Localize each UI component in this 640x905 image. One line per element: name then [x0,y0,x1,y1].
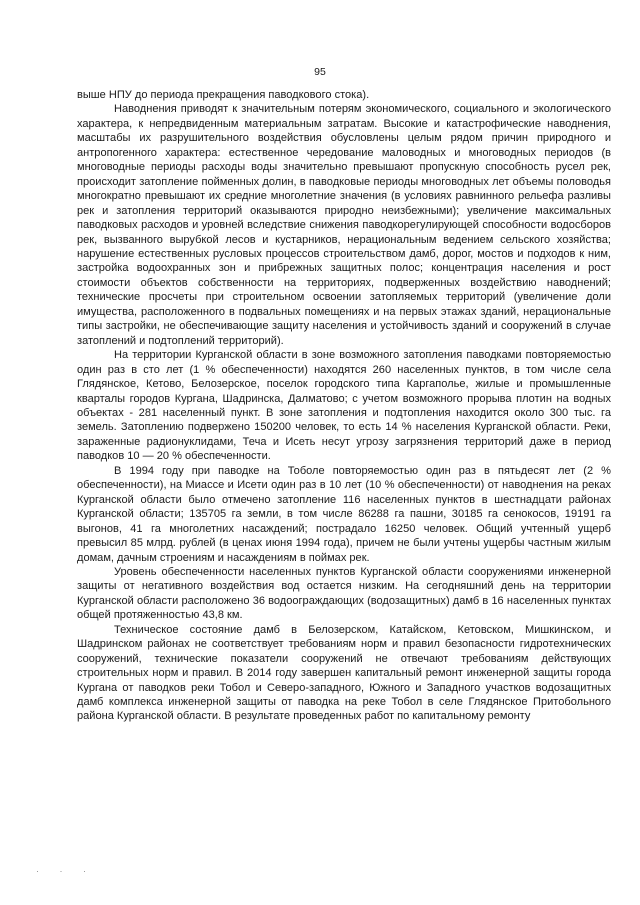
paragraph-continuation: выше НПУ до периода прекращения паводкового стока). [77,89,370,101]
paragraph-kurgan-flood-zone: На территории Курганской области в зоне возможного затопления паводками повторяемостью один раз в сто лет (1 % обеспеченности) находятся 260 населенных пунктов, в том числе села Глядянское, Кетово, Белозерское, поселок городского типа Каргаполье, жилые и промышленные кварталы городов Кургана, Шадринска, Далматово; с учетом возможного прорыва плотин на водных объектах - 281 населенный пункт. В зоне затопления и подтопления находится около 300 тыс. га земель. Затоплению подвержено 150200 человек, то есть 14 % населения Курганской области. Реки, зараженные радионуклидами, Теча и Исеть несут угрозу загрязнения территорий даже в период паводков 10 — 20 % обеспеченности. [77,349,611,463]
paragraph-flood-causes: Наводнения приводят к значительным потерям экономического, социального и экологического характера, к непредвиденным материальным затратам. Высокие и катастрофические наводнения, масштабы их разрушительного воздействия обусловлены целым рядом причин природного и антропогенного характера: естественное чередование маловодных и многоводных периодов (в многоводные периоды расходы воды значительно превышают пропускную способность русел рек, происходит затопление пойменных долин, в паводковые периоды многоводных лет объемы половодья многократно превышают их средние многолетние значения (в условиях равнинного рельефа разливы рек и затопления территорий оказываются природно неизбежными); увеличение максимальных паводковых расходов и уровней вследствие снижения паводкорегулирующей способности водосборов рек, вызванного вырубкой лесов и кустарников, нерациональным ведением сельского хозяйства; нарушение естественных русловых процессов строительством дамб, дорог, мостов и подходов к ним, застройка водоохранных зон и прибрежных защитных полос; концентрация населения и рост стоимости объектов собственности на территориях, подверженных воздействию наводнений; технические просчеты при строительном освоении затопляемых территорий (увеличение доли имущества, расположенного в подвальных помещениях и на первых этажах зданий, нерациональные типы застройки, не обеспечивающие защиту населения и устойчивость зданий и сооружений в случае затоплений и подтоплений территорий). [77,103,611,347]
paragraph-dam-condition: Техническое состояние дамб в Белозерском, Катайском, Кетовском, Мишкинском, и Шадринском районах не соответствует требованиям норм и правил безопасности гидротехнических сооружений, технические показатели сооружений не отвечают требованиям действующих строительных норм и правил. В 2014 году завершен капитальный ремонт инженерной защиты города Кургана от паводков реки Тобол и Северо-западного, Южного и Западного участков водозащитных дамб комплекса инженерной защиты от паводка на реке Тобол в селе Глядянское Притобольного района Курганской области. В результате проведенных работ по капитальному ремонту [77,623,611,723]
paragraph-protection-level: Уровень обеспеченности населенных пунктов Курганской области сооружениями инженерной защиты от негативного воздействия вод остается низким. На сегодняшний день на территории Курганской области расположено 36 водоограждающих (водозащитных) дамб в 16 населенных пунктах общей протяженностью 43,8 км. [77,565,611,622]
paragraph-flood-1994: В 1994 году при паводке на Тоболе повторяемостью один раз в пятьдесят лет (2 % обеспеченности), на Миассе и Исети один раз в 10 лет (10 % обеспеченности) от наводнения на реках Курганской области было отмечено затопление 116 населенных пунктов в шестнадцати районах Курганской области; 135705 га земли, в том числе 86288 га пашни, 30185 га сенокосов, 19191 га выгонов, 41 га многолетних насаждений; пострадало 16250 человек. Общий учтенный ущерб превысил 85 млрд. рублей (в ценах июня 1994 года), причем не были учтены ущербы частным жилым домам, дачным строениям и насаждениям в поймах рек. [77,464,611,564]
document-body [77,88,611,724]
scan-specks: · · · [36,866,95,876]
page-number: 95 [314,66,326,78]
